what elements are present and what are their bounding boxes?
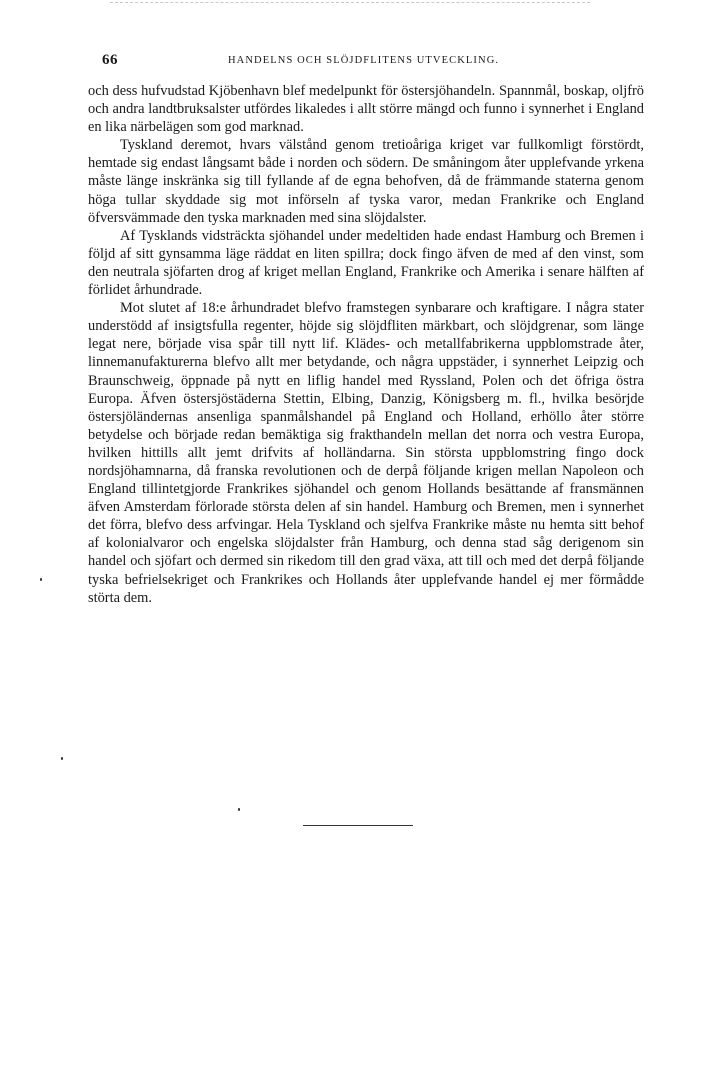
paragraph-3: Af Tysklands vidsträckta sjöhandel under medeltiden hade endast Hamburg och Bremen i följd af sitt gynsamma läge räddat en liten spillra; dock fingo äfven de med af den vinst, som den neutrala sjöfarten drog af kriget mellan England, Frankrike och Amerika i senare hälften af förlidet århundrade. [88,227,644,299]
scan-speck [40,578,42,581]
running-title: HANDELNS OCH SLÖJDFLITENS UTVECKLING. [228,55,500,66]
paragraph-2: Tyskland deremot, hvars välstånd genom tretioåriga kriget var fullkomligt förstördt, hemtade sig endast långsamt både i norden och södern. De småningom åter upplefvande yrkena måste länge inskränka sig till fyllande af de egna behofven, då de främmande staterna genom höga tullar skyddade sig mot införseln af tyska varor, medan Frankrike och England öfversvämmade den tyska marknaden med sina slöjdalster. [88,137,644,226]
paragraph-4: Mot slutet af 18:e århundradet blefvo framstegen synbarare och kraftigare. I några stater understödd af insigtsfulla regenter, höjde sig slöjdfliten märkbart, och slöjdgrenar, som länge legat nere, började visa spår till nytt lif. Klädes- och metallfabrikerna uppblomstrade åter, linnemanufakturerna blefvo allt mer betydande, och några uppstäder, i synnerhet Leipzig och Braunschweig, öppnade på nytt en liflig handel med Ryssland, Polen och det öfriga östra Europa. Äfven östersjöstäderna Stettin, Elbing, Danzig, Königsberg m. fl., hvilka besörjde östersjöländernas ansenliga spanmålshandel på England och Holland, erhöllo åter större betydelse och började redan bemäktiga sig frakthandeln mellan det norra och vestra Europa, hvilken hittills allt jemt drifvits af holländarna. Sin största uppblomstring fingo dock nordsjöhamnarna, då franska revolutionen och de derpå följande krigen mellan Napoleon och England tillintetgjorde Frankrikes sjöhandel och genom Hollands besättande af fransmännen äfven Amsterdam förlorade största delen af sin handel. Hamburg och Bremen, men i synnerhet det förra, blefvo dess arfvingar. Hela Tyskland och sjelfva Frankrike måste nu hemta sitt behof af kolonialvaror och engelska slöjdalster från Hamburg, och denna stad såg derigenom sin handel och sjöfart och dermed sin rikedom till den grad växa, att till och med det derpå följande tyska befrielsekriget och Frankrikes och Hollands åter upplefvande handel ej mer förmådde störta dem. [88,300,644,606]
body-text [88,82,644,607]
paragraph-1: och dess hufvudstad Kjöbenhavn blef medelpunkt för östersjöhandeln. Spannmål, boskap, oljfrö och andra landtbruksalster utfördes likaledes i allt större mängd och funno i synnerhet i England en lika närbelägen som god marknad. [88,83,644,136]
scan-speck [238,808,240,811]
page-number: 66 [102,52,118,68]
scan-speck [61,757,63,760]
section-end-rule [303,825,413,826]
scan-top-edge [110,2,590,3]
running-header [88,50,644,74]
